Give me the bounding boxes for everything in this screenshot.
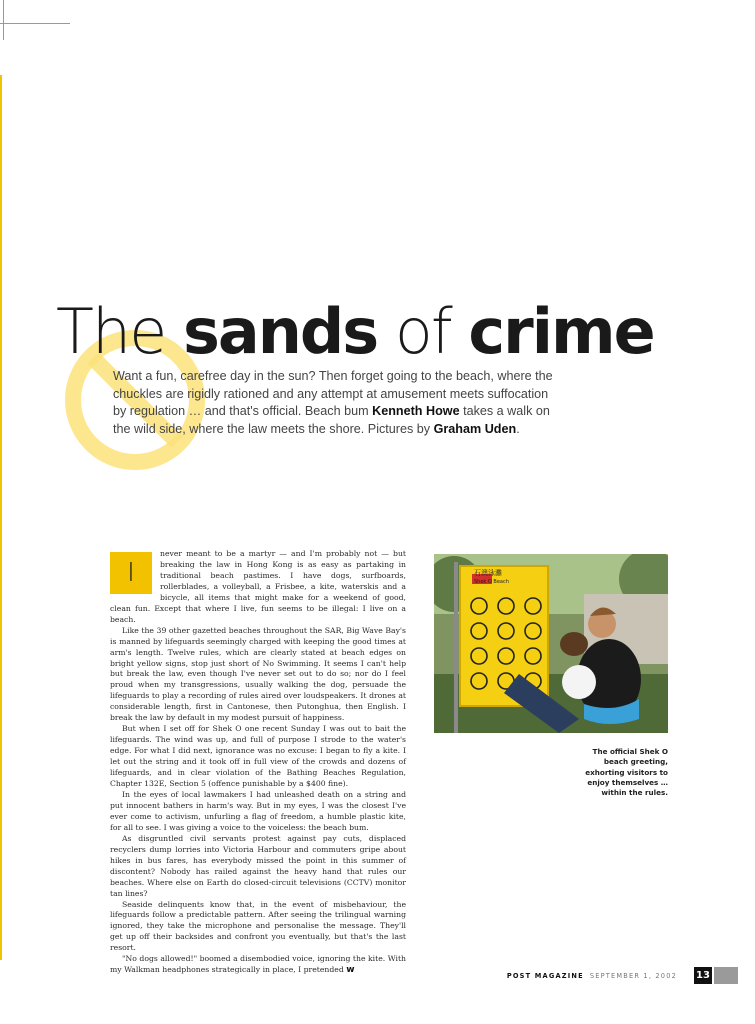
article-paragraph: Seaside delinquents know that, in the event of misbehaviour, the lifeguards follow a predictable pattern. After seeing the trilingual warning ignored, they take the microphone and personalise the message. They'll get up off their backsides and confront you eventually, but that's the last resort. xyxy=(110,899,406,953)
photographer-name: Graham Uden xyxy=(433,421,517,436)
title-word-sands: sands xyxy=(183,295,378,368)
crop-mark-vertical xyxy=(3,0,4,40)
photo-illustration xyxy=(434,554,668,733)
issue-date: SEPTEMBER 1, 2002 xyxy=(589,971,677,980)
standfirst-text-1: Want a fun, carefree day in the sun? Then forget going to the beach, where the chuckles are rigidly rationed and any attempt at amusement meets suffocation by regulation … and that's official. Beach bum xyxy=(113,369,553,418)
article-paragraph: never meant to be a martyr — and I'm probably not — but breaking the law in Hong Kong is as easy as partaking in traditional beach pastimes. I have dogs, surfboards, rollerblades, a volleyball, a Frisbee, a kite, waterskis and a bicycle, all items that might make for a weekend of good, clean fun. Except that where I live, fun seems to be illegal: I live on a beach. xyxy=(110,549,406,624)
standfirst-text-3: . xyxy=(516,421,520,436)
standfirst xyxy=(113,368,563,438)
standfirst-text-2: takes a walk on the wild side, where the law meets the shore. Pictures by xyxy=(113,404,550,436)
author-name: Kenneth Howe xyxy=(372,404,460,418)
left-accent-rule xyxy=(0,75,2,960)
title-word-crime: crime xyxy=(468,295,654,368)
article-body xyxy=(110,549,406,976)
footer-tab xyxy=(714,967,738,984)
article-paragraph: Like the 39 other gazetted beaches throughout the SAR, Big Wave Bay's is manned by lifeguards seemingly charged with keeping the good times at arm's length. Twelve rules, which are clearly stated at beach edges on bright yellow signs, stop just short of No Swimming. It seems I can't help but break the law, even though I've never set out to do so; nor do I feel proud when my transgressions, usually walking the dog, persuade the lifeguards to play a recording of rules aired over loudspeakers. It drones at considerable length, first in Cantonese, then Putonghua, then English. I break the law by default in my modest pursuit of happiness. xyxy=(110,625,406,723)
article-paragraph: In the eyes of local lawmakers I had unleashed death on a string and put innocent bathers in harm's way. But in my eyes, I was the closest I've ever come to activism, unfurling a flag of freedom, a humble plastic kite, for all to see. I was giving a voice to the voiceless: the beach bum. xyxy=(110,789,406,832)
magazine-name: POST MAGAZINE xyxy=(506,971,584,980)
continued-mark: w xyxy=(346,965,355,976)
crop-mark-horizontal xyxy=(0,23,70,24)
sign-chinese-text: 石澳泳灘 xyxy=(474,569,502,577)
title-word-the: The xyxy=(56,295,166,368)
sign-english-text: Shek O Beach xyxy=(474,579,509,585)
article-paragraph: But when I set off for Shek O one recent Sunday I was out to bait the lifeguards. The wind was up, and full of purpose I strode to the water's edge. For what I did next, ignorance was no excuse: I began to fly a kite. I let out the string and it took off in full view of the crowds and dozens of lifeguards, and in clear violation of the Bathing Beaches Regulation, Chapter 132E, Section 5 (offence punishable by a $400 fine). xyxy=(110,724,406,789)
article-paragraph: As disgruntled civil servants protest against pay cuts, displaced recyclers dump lorries into Victoria Harbour and commuters gripe about hikes in bus fares, has everybody missed the point in this summer of discontent? Nobody has railed against the heavy hand that rules our beaches. Where else on Earth do closed-circuit televisions (CCTV) monitor tan lines? xyxy=(110,833,406,898)
beach-sign-photo xyxy=(434,554,668,733)
article-paragraph xyxy=(110,954,406,976)
title-word-of: of xyxy=(394,295,451,368)
photo-caption: The official Shek O beach greeting, exhorting visitors to enjoy themselves … within the rules. xyxy=(585,747,668,798)
page-title xyxy=(56,292,654,372)
page-number: 13 xyxy=(694,967,712,984)
page-footer xyxy=(507,967,677,984)
article-last-sentence: "No dogs allowed!" boomed a disembodied voice, ignoring the kite. With my Walkman headphones strategically in place, I pretended xyxy=(110,954,406,975)
drop-cap: I xyxy=(110,552,152,594)
